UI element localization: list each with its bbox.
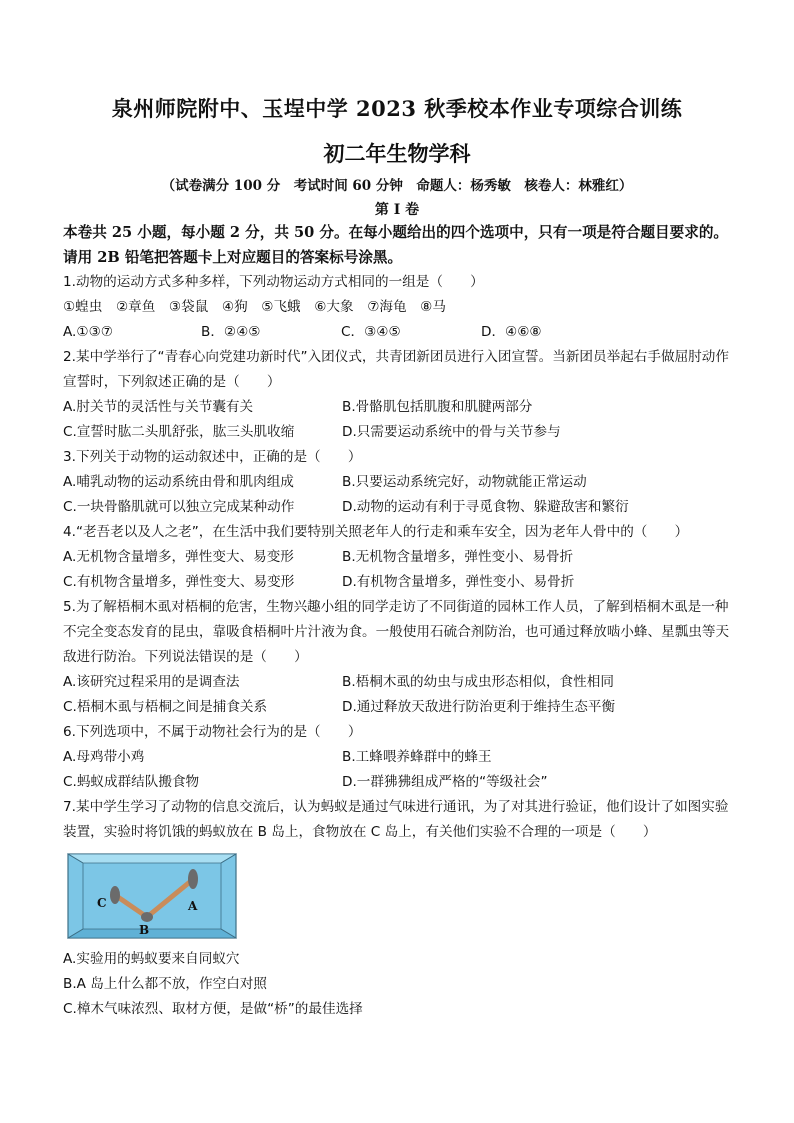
question-animal-list: ①蝗虫 ②章鱼 ③袋鼠 ④狗 ⑤飞蛾 ⑥大象 ⑦海龟 ⑧马 [63,299,446,315]
section-instructions: 本卷共 25 小题，每小题 2 分，共 50 分。在每小题给出的四个选项中，只有一项是符合题目要求的。请用 2B 铅笔把答题卡上对应题目的答案标号涂黑。 [63,224,729,266]
option-b: B.骨骼肌包括肌腹和肌腱两部分 [342,399,533,415]
question-options [63,320,735,345]
option-a: A.哺乳动物的运动系统由骨和肌肉组成 [63,474,294,490]
option-d: D.有机物含量增多，弹性变小、易骨折 [342,574,575,590]
option-b: B.梧桐木虱的幼虫与成虫形态相似，食性相同 [342,674,614,690]
option-a: A.该研究过程采用的是调查法 [63,674,240,690]
question-options [63,545,735,595]
option-c: C.梧桐木虱与梧桐之间是捕食关系 [63,699,268,715]
label-b: B [139,923,150,937]
option-a: A.肘关节的灵活性与关节囊有关 [63,399,254,415]
option-d: D.动物的运动有利于寻觅食物、躲避敌害和繁衍 [342,499,629,515]
option-c: C.有机物含量增多，弹性变大、易变形 [63,574,295,590]
question-stem: 5.为了解梧桐木虱对梧桐的危害，生物兴趣小组的同学走访了不同街道的园林工作人员，了解到梧桐木虱是一种不完全变态发育的昆虫，靠吸食梧桐叶片汁液为食。一般使用石硫合剂防治，也可通过释放啮小蜂、星瓢虫等天敌进行防治。下列说法错误的是（ ） [63,599,730,665]
tank-rim-top [68,854,236,863]
option-b: B.工蜂喂养蜂群中的蜂王 [342,749,492,765]
questions-list [63,270,735,1022]
section-title: 第 I 卷 [374,202,420,218]
question-stem: 6.下列选项中，不属于动物社会行为的是（ ） [63,724,362,740]
option-c: C.宣誓时肱二头肌舒张，肱三头肌收缩 [63,424,295,440]
ant-experiment-figure [67,853,237,943]
subject-title: 初二年生物学科 [323,141,471,166]
option-d: D.只需要运动系统中的骨与关节参与 [342,424,561,440]
option-c: C.一块骨骼肌就可以独立完成某种动作 [63,499,295,515]
question-stem: 1.动物的运动方式多种多样，下列动物运动方式相同的一组是（ ） [63,274,484,290]
question-options [63,395,735,445]
question-stem: 2.某中学举行了“青春心向党建功新时代”入团仪式，共青团新团员进行入团宣誓。当新团员举起右手做屈肘动作宣誓时，下列叙述正确的是（ ） [63,349,729,390]
water-tank [68,854,236,938]
option-b: B.只要运动系统完好，动物就能正常运动 [342,474,587,490]
option-a: A.无机物含量增多，弹性变大、易变形 [63,549,294,565]
option-a: A.母鸡带小鸡 [63,749,145,765]
option-d: D.通过释放天敌进行防治更利于维持生态平衡 [342,699,616,715]
exam-title: 泉州师院附中、玉埕中学 2023 秋季校本作业专项综合训练 [111,96,683,121]
question-options [63,670,735,720]
question-options [63,470,735,520]
option-b: B．②④⑤ [201,324,261,340]
option-d: D．④⑥⑧ [481,324,542,340]
ant-experiment-diagram [67,853,237,943]
option-b: B.A 岛上什么都不放，作空白对照 [63,976,267,992]
option-c: C.樟木气味浓烈、取材方便，是做“桥”的最佳选择 [63,1001,363,1017]
question-stem: 3.下列关于动物的运动叙述中，正确的是（ ） [63,449,362,465]
tank-rim-bottom [68,929,236,938]
option-b: B.无机物含量增多，弹性变小、易骨折 [342,549,574,565]
option-c: C.蚂蚁成群结队搬食物 [63,774,200,790]
option-a: A.①③⑦ [63,324,113,340]
island-a [188,869,198,889]
island-c [110,886,120,904]
option-a: A.实验用的蚂蚁要来自同蚁穴 [63,951,240,967]
exam-info: （试卷满分 100 分 考试时间 60 分钟 命题人：杨秀敏 核卷人：林雅红） [161,178,633,194]
question-options [63,947,735,1022]
option-c: C．③④⑤ [341,324,401,340]
question-stem: 4.“老吾老以及人之老”，在生活中我们要特别关照老年人的行走和乘车安全，因为老年人骨中的（ ） [63,524,689,540]
island-b [141,912,153,922]
question-options [63,745,735,795]
label-c: C [97,896,107,910]
label-a: A [188,899,198,913]
question-stem: 7.某中学生学习了动物的信息交流后，认为蚂蚁是通过气味进行通讯，为了对其进行验证，他们设计了如图实验装置，实验时将饥饿的蚂蚁放在 B 岛上，食物放在 C 岛上，有关他们实验不合理的一项是（ ） [63,799,729,840]
option-d: D.一群狒狒组成严格的“等级社会” [342,774,548,790]
